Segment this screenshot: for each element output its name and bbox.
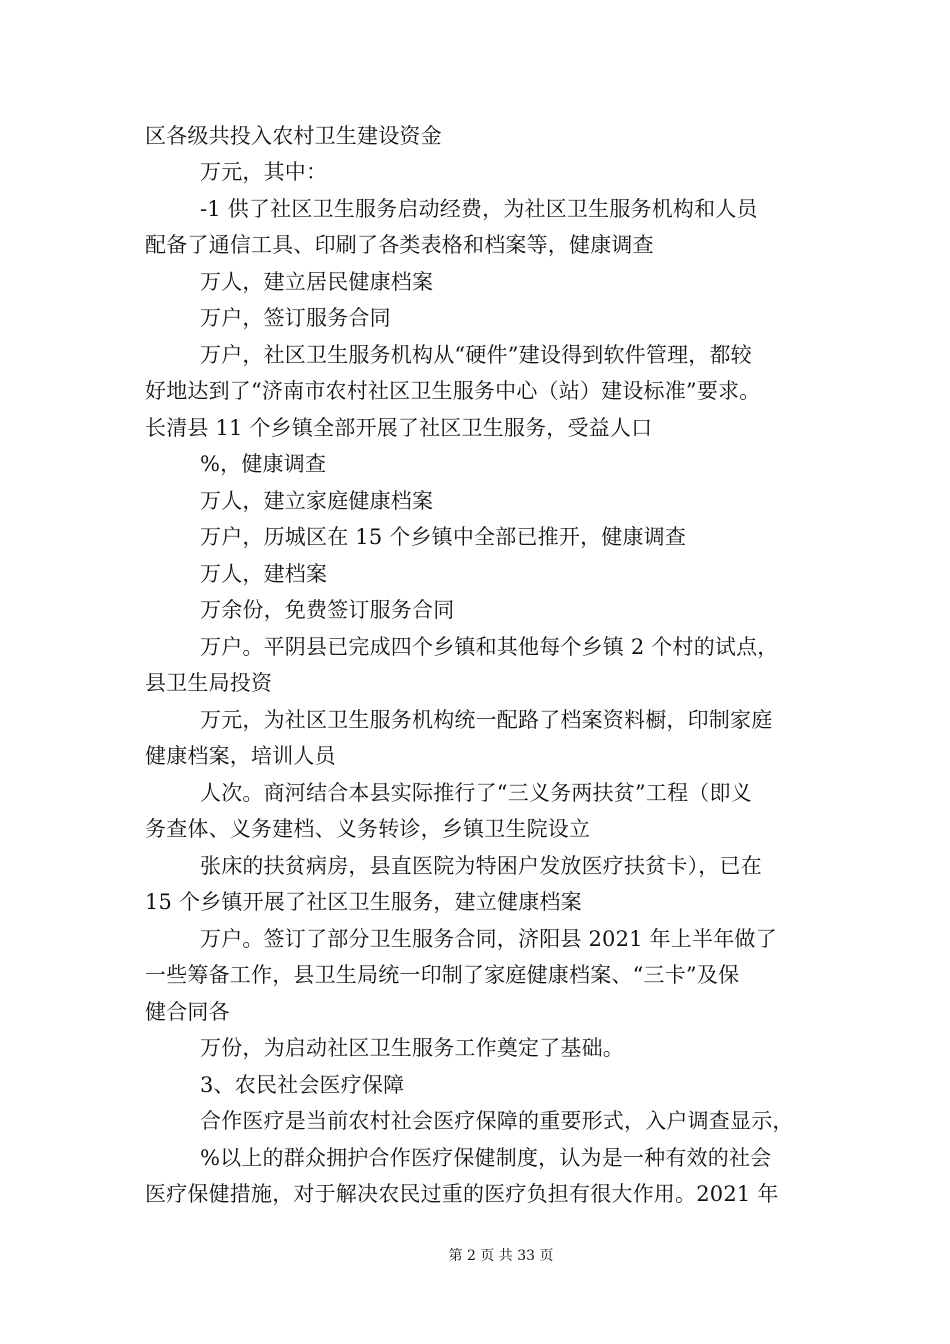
text-line-19: 人次。商河结合本县实际推行了“三义务两扶贫”工程（即义 (200, 781, 752, 805)
text-line-8: 好地达到了“济南市农村社区卫生服务中心（站）建设标准”要求。 (145, 379, 761, 403)
text-line-21: 张床的扶贫病房，县直医院为特困户发放医疗扶贫卡），已在 (200, 854, 762, 878)
text-line-4: 配备了通信工具、印刷了各类表格和档案等，健康调查 (145, 233, 654, 257)
text-line-16: 县卫生局投资 (145, 671, 273, 695)
text-line-23: 万户。签订了部分卫生服务合同，济阳县 2021 年上半年做了 (200, 927, 777, 951)
text-line-25: 健合同各 (145, 1000, 230, 1024)
text-line-15: 万户。平阴县已完成四个乡镇和其他每个乡镇 2 个村的试点， (200, 635, 779, 659)
text-line-13: 万人，建档案 (200, 562, 328, 586)
section-heading: 3、农民社会医疗保障 (200, 1073, 405, 1097)
text-line-28: 合作医疗是当前农村社会医疗保障的重要形式，入户调查显示， (200, 1109, 794, 1133)
text-line-26: 万份，为启动社区卫生服务工作奠定了基础。 (200, 1036, 624, 1060)
text-line-22: 15 个乡镇开展了社区卫生服务，建立健康档案 (145, 890, 582, 914)
text-line-5: 万人，建立居民健康档案 (200, 270, 434, 294)
text-line-9: 长清县 11 个乡镇全部开展了社区卫生服务，受益人口 (145, 416, 653, 440)
text-line-2: 万元，其中： (200, 160, 328, 184)
text-line-6: 万户，签订服务合同 (200, 306, 391, 330)
text-line-30: 医疗保健措施，对于解决农民过重的医疗负担有很大作用。2021 年 (145, 1182, 779, 1206)
text-line-29: %以上的群众拥护合作医疗保健制度，认为是一种有效的社会 (200, 1146, 772, 1170)
text-line-12: 万户，历城区在 15 个乡镇中全部已推开，健康调查 (200, 525, 687, 549)
text-line-24: 一些筹备工作，县卫生局统一印制了家庭健康档案、“三卡”及保 (145, 963, 740, 987)
text-line-3: -1 供了社区卫生服务启动经费，为社区卫生服务机构和人员 (200, 197, 758, 221)
text-line-7: 万户，社区卫生服务机构从“硬件”建设得到软件管理，都较 (200, 343, 752, 367)
text-line-14: 万余份，免费签订服务合同 (200, 598, 455, 622)
text-line-11: 万人，建立家庭健康档案 (200, 489, 434, 513)
text-line-20: 务查体、义务建档、义务转诊，乡镇卫生院设立 (145, 817, 591, 841)
text-line-17: 万元，为社区卫生服务机构统一配路了档案资料橱，印制家庭 (200, 708, 773, 732)
page-number-footer: 第 2 页 共 33 页 (448, 1248, 554, 1264)
text-line-10: %，健康调查 (200, 452, 327, 476)
text-line-1: 区各级共投入农村卫生建设资金 (145, 124, 442, 148)
text-line-18: 健康档案，培训人员 (145, 744, 336, 768)
